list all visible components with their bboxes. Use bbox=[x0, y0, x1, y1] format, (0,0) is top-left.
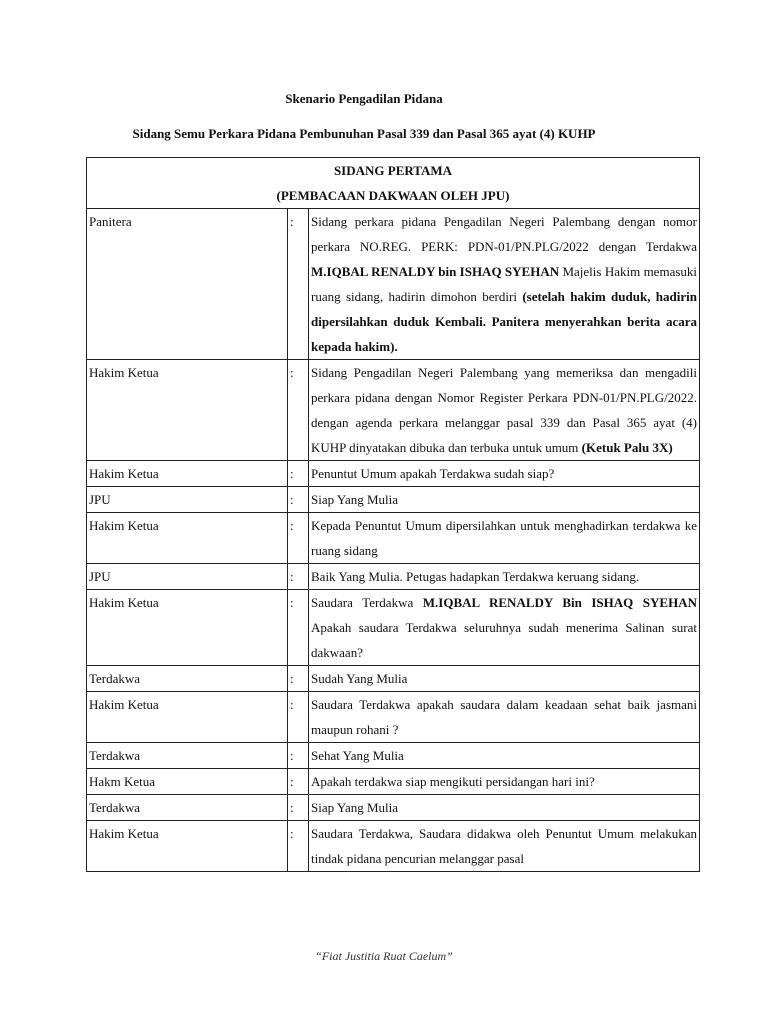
table-row bbox=[87, 564, 700, 590]
section-header bbox=[87, 158, 700, 209]
table-row bbox=[87, 209, 700, 360]
speech-text: Saudara Terdakwa, Saudara didakwa oleh Penuntut Umum melakukan tindak pidana pencurian melanggar pasal bbox=[309, 821, 700, 872]
speech-text: Sidang Pengadilan Negeri Palembang yang memeriksa dan mengadili perkara pidana dengan Nomor Register Perkara PDN-01/PN.PLG/2022. dengan agenda perkara melanggar pasal 339 dan Pasal 365 ayat (4) KUHP dinyatakan dibuka dan terbuka untuk umum (Ketuk Palu 3X) bbox=[309, 360, 700, 461]
section-header-row bbox=[87, 158, 700, 209]
colon-separator: : bbox=[288, 513, 309, 564]
speaker-role: Panitera bbox=[87, 209, 288, 360]
speech-text: Saudara Terdakwa apakah saudara dalam keadaan sehat baik jasmani maupun rohani ? bbox=[309, 692, 700, 743]
section-title: SIDANG PERTAMA bbox=[333, 163, 453, 178]
speech-text: Baik Yang Mulia. Petugas hadapkan Terdakwa keruang sidang. bbox=[309, 564, 700, 590]
speech-text: Apakah terdakwa siap mengikuti persidangan hari ini? bbox=[309, 769, 700, 795]
speaker-role: Hakm Ketua bbox=[87, 769, 288, 795]
footer-motto: “Fiat Justitia Ruat Caelum” bbox=[315, 949, 453, 963]
table-row bbox=[87, 743, 700, 769]
speech-text: Penuntut Umum apakah Terdakwa sudah siap? bbox=[309, 461, 700, 487]
colon-separator: : bbox=[288, 769, 309, 795]
speech-text: Sidang perkara pidana Pengadilan Negeri Palembang dengan nomor perkara NO.REG. PERK: PDN-01/PN.PLG/2022 dengan Terdakwa M.IQBAL RENALDY bin ISHAQ SYEHAN Majelis Hakim memasuki ruang sidang, hadirin dimohon berdiri (setelah hakim duduk, hadirin dipersilahkan duduk Kembali. Panitera menyerahkan berita acara kepada hakim). bbox=[309, 209, 700, 360]
table-row bbox=[87, 666, 700, 692]
colon-separator: : bbox=[288, 795, 309, 821]
table-row bbox=[87, 590, 700, 666]
speech-text: Siap Yang Mulia bbox=[309, 487, 700, 513]
colon-separator: : bbox=[288, 564, 309, 590]
colon-separator: : bbox=[288, 821, 309, 872]
document-title: Skenario Pengadilan Pidana bbox=[285, 91, 443, 106]
table-row bbox=[87, 487, 700, 513]
speaker-role: Terdakwa bbox=[87, 795, 288, 821]
speaker-role: Terdakwa bbox=[87, 666, 288, 692]
colon-separator: : bbox=[288, 692, 309, 743]
speech-text: Sudah Yang Mulia bbox=[309, 666, 700, 692]
speaker-role: Hakim Ketua bbox=[87, 360, 288, 461]
speaker-role: Hakim Ketua bbox=[87, 590, 288, 666]
colon-separator: : bbox=[288, 666, 309, 692]
speaker-role: Hakim Ketua bbox=[87, 821, 288, 872]
trial-script-table bbox=[86, 157, 700, 872]
speaker-role: Hakim Ketua bbox=[87, 513, 288, 564]
colon-separator: : bbox=[288, 461, 309, 487]
colon-separator: : bbox=[288, 209, 309, 360]
speaker-role: Hakim Ketua bbox=[87, 692, 288, 743]
table-row bbox=[87, 769, 700, 795]
section-subtitle: (PEMBACAAN DAKWAAN OLEH JPU) bbox=[276, 188, 510, 203]
table-row bbox=[87, 360, 700, 461]
colon-separator: : bbox=[288, 590, 309, 666]
speech-text: Siap Yang Mulia bbox=[309, 795, 700, 821]
speaker-role: JPU bbox=[87, 564, 288, 590]
speaker-role: JPU bbox=[87, 487, 288, 513]
speech-text: Saudara Terdakwa M.IQBAL RENALDY Bin ISHAQ SYEHAN Apakah saudara Terdakwa seluruhnya sudah menerima Salinan surat dakwaan? bbox=[309, 590, 700, 666]
table-row bbox=[87, 513, 700, 564]
speaker-role: Hakim Ketua bbox=[87, 461, 288, 487]
speaker-role: Terdakwa bbox=[87, 743, 288, 769]
speech-text: Sehat Yang Mulia bbox=[309, 743, 700, 769]
document-subtitle: Sidang Semu Perkara Pidana Pembunuhan Pasal 339 dan Pasal 365 ayat (4) KUHP bbox=[132, 126, 596, 141]
table-row bbox=[87, 821, 700, 872]
table-row bbox=[87, 795, 700, 821]
colon-separator: : bbox=[288, 487, 309, 513]
table-row bbox=[87, 692, 700, 743]
colon-separator: : bbox=[288, 360, 309, 461]
table-row bbox=[87, 461, 700, 487]
speech-text: Kepada Penuntut Umum dipersilahkan untuk menghadirkan terdakwa ke ruang sidang bbox=[309, 513, 700, 564]
colon-separator: : bbox=[288, 743, 309, 769]
